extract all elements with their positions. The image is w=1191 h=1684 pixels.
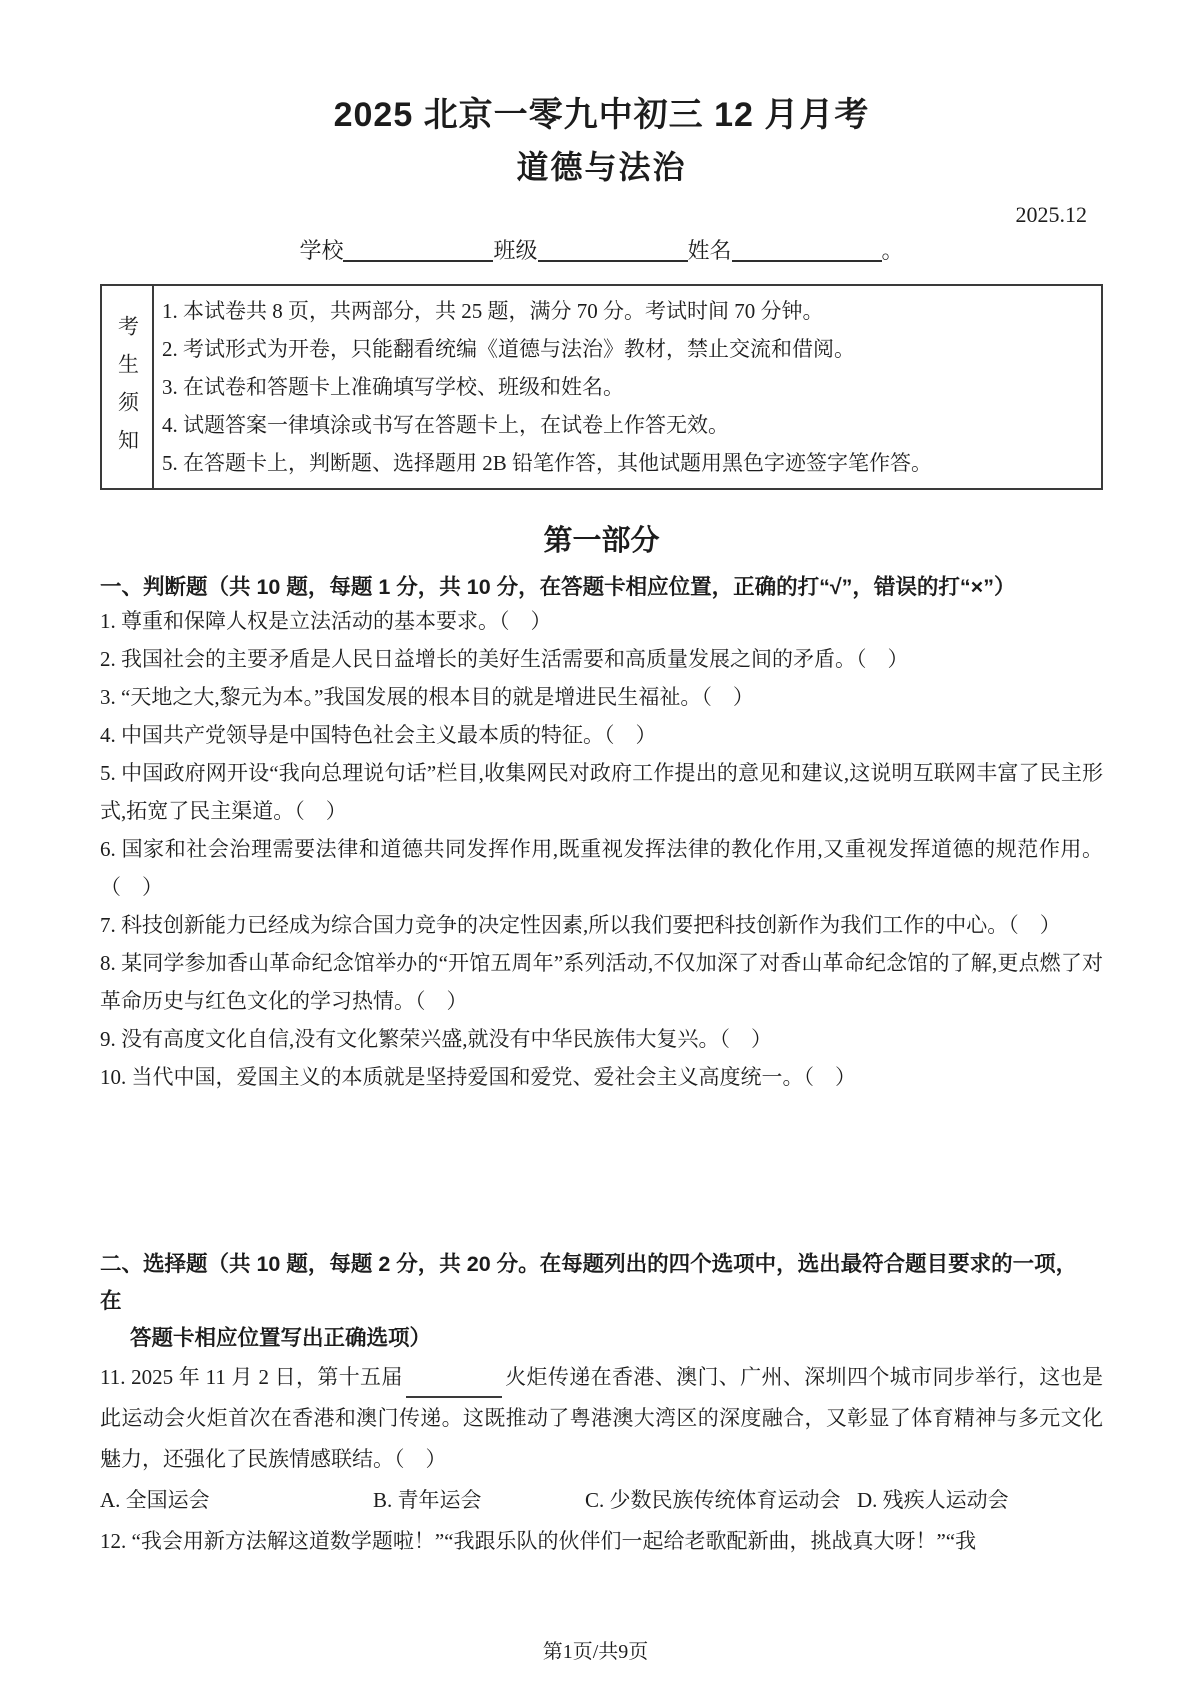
judgment-question-9: 9. 没有高度文化自信,没有文化繁荣兴盛,就没有中华民族伟大复兴。（ ） — [100, 1026, 772, 1051]
option-b: B. 青年运会 — [373, 1487, 482, 1512]
notice-side-label: 考生须知 — [115, 314, 140, 467]
part1-heading: 第一部分 — [543, 524, 660, 557]
question-11-blank — [406, 1370, 502, 1398]
page-number: 第1页/共9页 — [542, 1641, 649, 1663]
judgment-question-4: 4. 中国共产党领导是中国特色社会主义最本质的特征。（ ） — [100, 722, 657, 747]
notice-item: 2. 考试形式为开卷，只能翻看统编《道德与法治》教材，禁止交流和借阅。 — [162, 336, 855, 361]
judgment-question-8: 8. 某同学参加香山革命纪念馆举办的“开馆五周年”系列活动,不仅加深了对香山革命纪念馆的了解,更点燃了对革命历史与红色文化的学习热情。（ ） — [100, 950, 1103, 1013]
student-info-line — [100, 236, 1103, 266]
judgment-question-2: 2. 我国社会的主要矛盾是人民日益增长的美好生活需要和高质量发展之间的矛盾。（ ） — [100, 646, 909, 671]
option-c: C. 少数民族传统体育运动会 — [585, 1487, 841, 1512]
name-blank — [732, 236, 882, 262]
option-a: A. 全国运会 — [100, 1487, 210, 1512]
school-blank — [343, 236, 493, 262]
choice-section — [100, 1246, 1103, 1562]
notice-item: 1. 本试卷共 8 页，共两部分，共 25 题，满分 70 分。考试时间 70 分钟。 — [162, 298, 824, 323]
judgment-questions — [100, 602, 1103, 1096]
question-11-tail: 火炬传递在香港、澳门、广州、深圳四个城市同步举行，这也是此运动会火炬首次在香港和澳门传递。这既推动了粤港澳大湾区的深度融合，又彰显了体育精神与多元文化魅力，还强化了民族情感联结。（ ） — [100, 1364, 1103, 1471]
school-label: 学校 — [299, 237, 344, 263]
judgment-section-title: 一、判断题（共 10 题，每题 1 分，共 10 分，在答题卡相应位置，正确的打“√”，错误的打“×”） — [100, 574, 1016, 599]
choice-question-12: 12. “我会用新方法解这道数学题啦！”“我跟乐队的伙伴们一起给老歌配新曲，挑战真大呀！”“我 — [100, 1528, 977, 1553]
judgment-question-7: 7. 科技创新能力已经成为综合国力竞争的决定性因素,所以我们要把科技创新作为我们工作的中心。（ ） — [100, 912, 1061, 937]
judgment-question-1: 1. 尊重和保障人权是立法活动的基本要求。（ ） — [100, 608, 552, 633]
notice-item: 5. 在答题卡上，判断题、选择题用 2B 铅笔作答，其他试题用黑色字迹签字笔作答。 — [162, 450, 933, 475]
option-d: D. 残疾人运动会 — [857, 1487, 1009, 1512]
examinee-notice-box — [100, 284, 1103, 490]
name-label: 姓名 — [687, 237, 732, 263]
page-subtitle: 道德与法治 — [516, 149, 687, 186]
judgment-question-5: 5. 中国政府网开设“我向总理说句话”栏目,收集网民对政府工作提出的意见和建议,这说明互联网丰富了民主形式,拓宽了民主渠道。（ ） — [100, 760, 1103, 823]
question-11-lead: 11. 2025 年 11 月 2 日，第十五届 — [100, 1364, 403, 1389]
notice-item: 4. 试题答案一律填涂或书写在答题卡上，在试卷上作答无效。 — [162, 412, 729, 437]
page-title: 2025 北京一零九中初三 12 月月考 — [333, 96, 870, 134]
notice-item: 3. 在试卷和答题卡上准确填写学校、班级和姓名。 — [162, 374, 624, 399]
question-11-options — [100, 1480, 1103, 1521]
class-blank — [538, 236, 688, 262]
judgment-question-6: 6. 国家和社会治理需要法律和道德共同发挥作用,既重视发挥法律的教化作用,又重视发挥道德的规范作用。（ ） — [100, 836, 1103, 899]
exam-date: 2025.12 — [1015, 201, 1087, 227]
notice-items — [154, 286, 1101, 488]
choice-section-title-line2: 答题卡相应位置写出正确选项） — [130, 1325, 432, 1350]
class-label: 班级 — [493, 237, 538, 263]
choice-section-title-line1: 二、选择题（共 10 题，每题 2 分，共 20 分。在每题列出的四个选项中，选出最符合题目要求的一项， 在 — [100, 1251, 1078, 1313]
name-line-period: 。 — [881, 237, 904, 263]
judgment-question-10: 10. 当代中国，爱国主义的本质就是坚持爱国和爱党、爱社会主义高度统一。（ ） — [100, 1064, 856, 1089]
notice-side-column — [102, 286, 154, 488]
choice-question-11 — [100, 1357, 1103, 1480]
judgment-question-3: 3. “天地之大,黎元为本。”我国发展的根本目的就是增进民生福祉。（ ） — [100, 684, 754, 709]
